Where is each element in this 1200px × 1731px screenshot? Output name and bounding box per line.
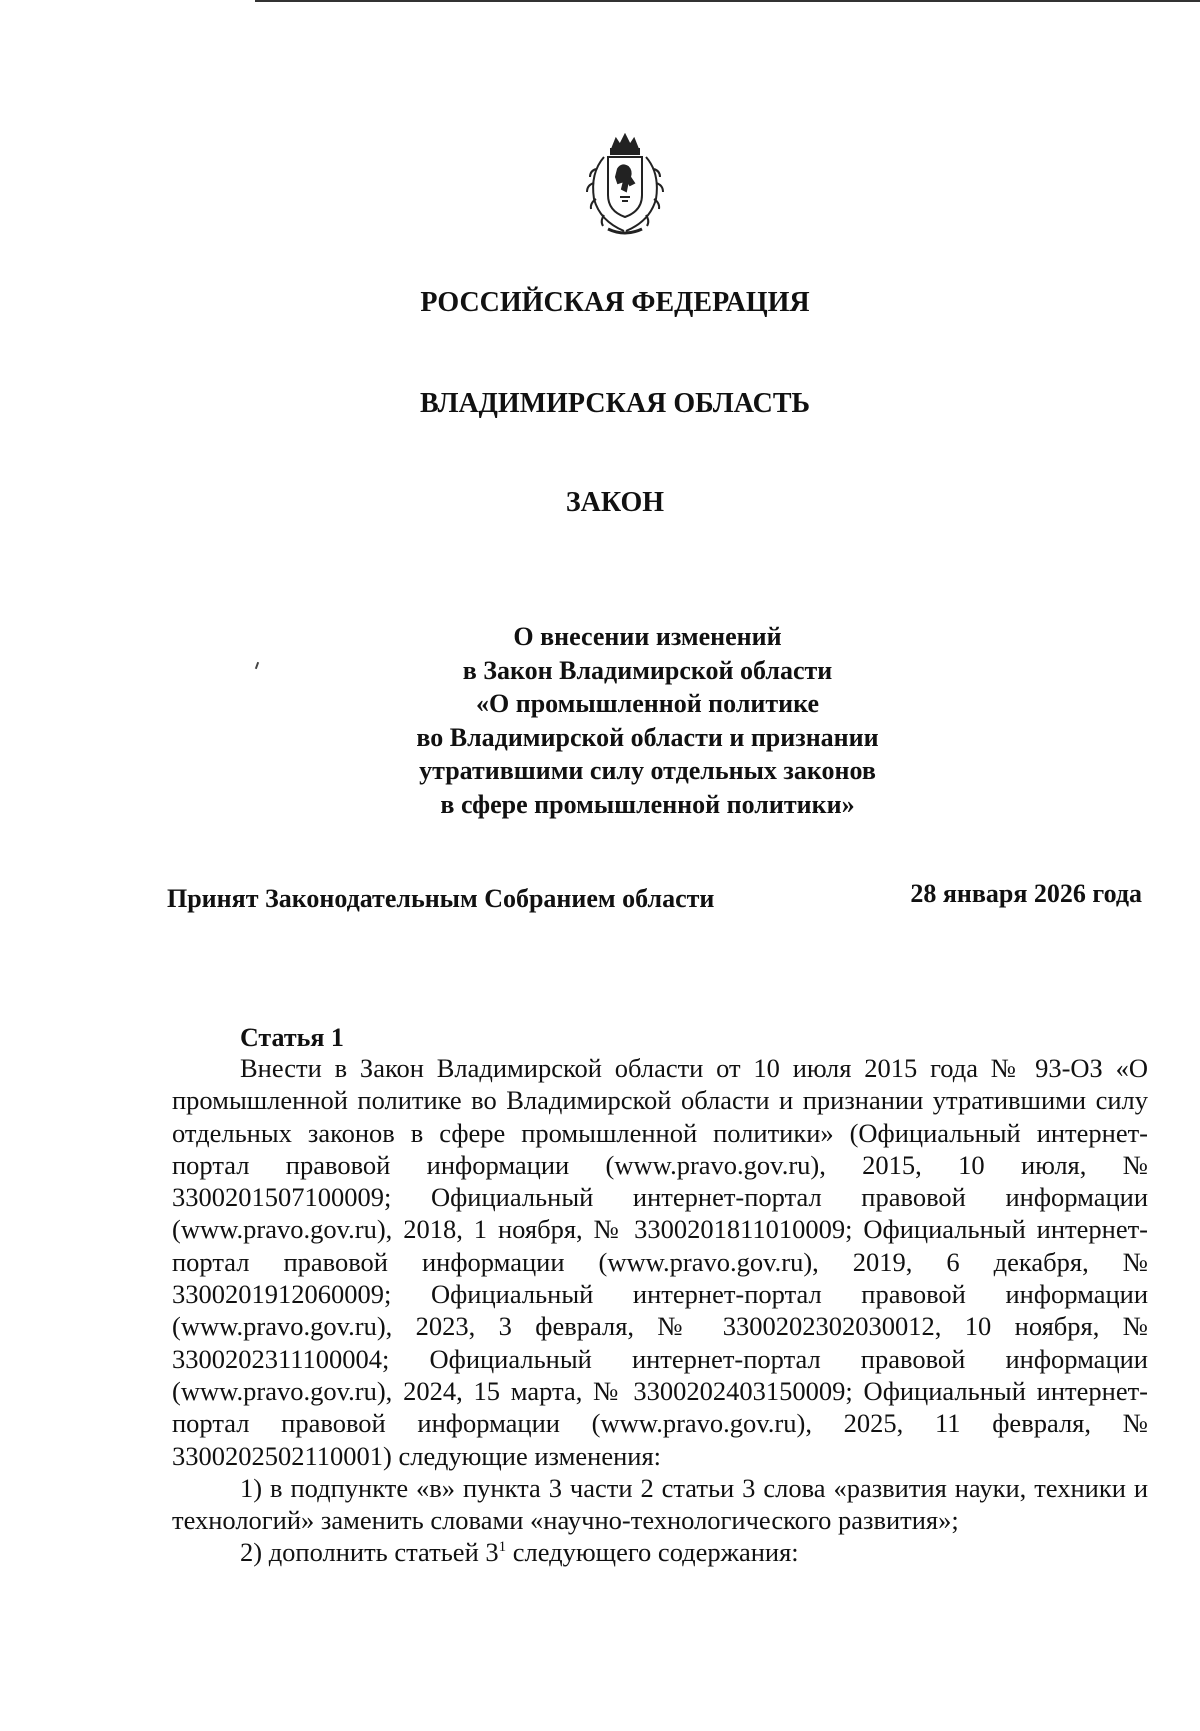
article-paragraph-last (172, 1536, 1148, 1568)
law-title-line: утратившими силу отдельных законов (419, 756, 876, 785)
law-title (0, 620, 1200, 821)
law-title-line: «О промышленной политике (475, 689, 820, 718)
law-title-line: в сфере промышленной политики» (440, 789, 855, 819)
article-paragraph: Внести в Закон Владимирской области от 10 июля 2015 года № 93-ОЗ «О промышленной политике во Владимирской области и признании утратившими силу отдельных законов в сфере промышленной политики» (Официальный интернет-портал правовой информации (www.pravo.gov.ru), 2015, 10 июля, № 3300201507100009; Официальный интернет-портал правовой информации (www.pravo.gov.ru), 2018, 1 ноября, № 3300201811010009; Официальный интернет-портал правовой информации (www.pravo.gov.ru), 2019, 6 декабря, № 3300201912060009; Официальный интернет-портал правовой информации (www.pravo.gov.ru), 2023, 3 февраля, № 3300202302030012, 10 ноября, № 3300202311100004; Официальный интернет-портал правовой информации (www.pravo.gov.ru), 2024, 15 марта, № 3300202403150009; Официальный интернет-портал правовой информации (www.pravo.gov.ru), 2025, 11 февраля, № 3300202502110001) следующие изменения: (172, 1053, 1148, 1471)
region-heading: ВЛАДИМИРСКАЯ ОБЛАСТЬ (419, 388, 811, 419)
article-number-superscript: 1 (498, 1539, 507, 1556)
article-paragraph: 1) в подпункте «в» пункта 3 части 2 статьи 3 слова «развития науки, техники и технологий» заменить словами «научно-технологического развития»; (172, 1472, 1148, 1536)
adoption-label: Принят Законодательным Собранием области (167, 884, 715, 913)
law-title-line: в Закон Владимирской области (462, 655, 833, 685)
law-title-line: О внесении изменений (513, 622, 782, 651)
federation-heading: РОССИЙСКАЯ ФЕДЕРАЦИЯ (420, 287, 810, 318)
article-body (172, 1052, 1148, 1569)
page-top-border (255, 0, 1200, 2)
item-text-after: следующего содержания: (506, 1537, 799, 1568)
item-text-before: 2) дополнить статьей 3 (240, 1537, 499, 1568)
coat-of-arms-emblem (578, 133, 672, 239)
article-title: Статья 1 (240, 1023, 344, 1052)
adoption-date: 28 января 2026 года (910, 879, 1142, 908)
document-type-heading: ЗАКОН (565, 487, 665, 518)
law-title-line: во Владимирской области и признании (416, 722, 879, 752)
